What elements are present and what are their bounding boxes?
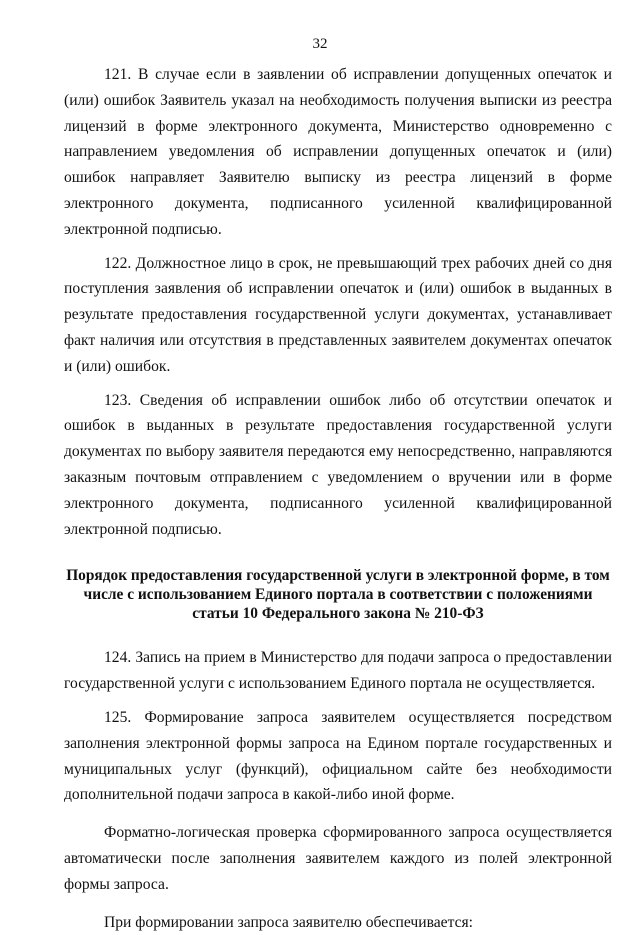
paragraph-125: 125. Формирование запроса заявителем осуществляется посредством заполнения электронной формы запроса на Едином портале государственных и муниципальных услуг (функций), официальном сайте без необходимости дополнительной подачи запроса в какой-либо иной форме. — [64, 708, 612, 804]
paragraph-121: 121. В случае если в заявлении об исправлении допущенных опечаток и (или) ошибок Заявитель указал на необходимость получения выписки из реестра лицензий в форме электронного документа, Министерство одновременно с направлением уведомления об исправлении допущенных опечаток и (или) ошибок направляет Заявителю выписку из реестра лицензий в форме электронного документа, подписанного усиленной квалифицированной электронной подписью. — [64, 66, 612, 238]
section-heading: Порядок предоставления государственной услуги в электронной форме, в том числе с использованием Единого портала в соответствии с положениями статьи 10 Федерального закона № 210-ФЗ — [66, 567, 610, 623]
paragraph-123: 123. Сведения об исправлении ошибок либо об отсутствии опечаток и ошибок в выданных в результате предоставления государственной услуги документах по выбору заявителя передаются ему непосредственно, направляются заказным почтовым отправлением с уведомлением о вручении или в форме электронного документа, подписанного усиленной квалифицированной электронной подписью. — [64, 391, 612, 538]
document-body — [64, 62, 612, 935]
paragraph-format-check: Форматно-логическая проверка сформированного запроса осуществляется автоматически после заполнения заявителем каждого из полей электронной формы запроса. — [64, 824, 612, 893]
paragraph-124: 124. Запись на прием в Министерство для подачи запроса о предоставлении государственной услуги с использованием Единого портала не осуществляется. — [64, 649, 612, 693]
page-number: 32 — [312, 36, 328, 52]
paragraph-122: 122. Должностное лицо в срок, не превышающий трех рабочих дней со дня поступления заявления об исправлении опечаток и (или) ошибок в выданных в результате предоставления государственной услуги документах, устанавливает факт наличия или отсутствия в представленных заявителем документах опечаток и (или) ошибок. — [64, 254, 612, 375]
paragraph-request-forming: При формировании запроса заявителю обеспечивается: — [104, 913, 473, 931]
